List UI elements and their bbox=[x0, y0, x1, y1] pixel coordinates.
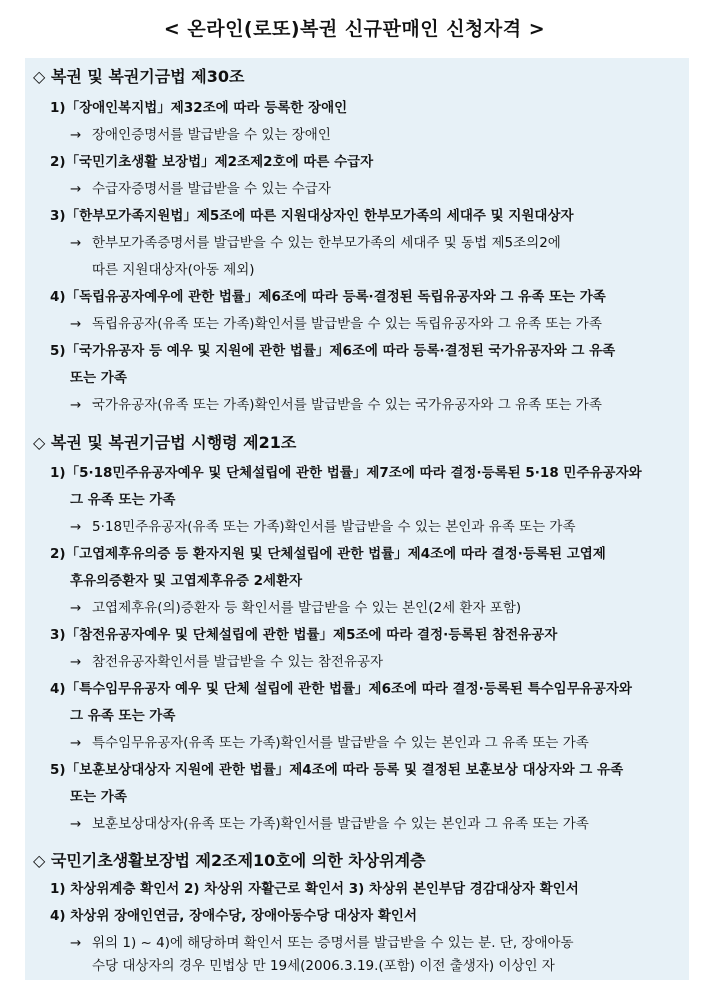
list-item-note: → 독립유공자(유족 또는 가족)확인서를 발급받을 수 있는 독립유공자와 그 유족 또는 가족 bbox=[70, 311, 682, 338]
page-title: < 온라인(로또)복권 신규판매인 신청자격 > bbox=[163, 18, 546, 40]
arrow-icon: → bbox=[70, 935, 82, 951]
list-item: 4) 차상위 장애인연금, 장애수당, 장애아동수당 대상자 확인서 bbox=[50, 908, 418, 924]
arrow-icon: → bbox=[70, 600, 82, 616]
list-item: 1)「장애인복지법」제32조에 따라 등록한 장애인 bbox=[50, 100, 348, 116]
arrow-icon: → bbox=[70, 181, 82, 197]
list-item: 4)「특수임무유공자 예우 및 단체 설립에 관한 법률」제6조에 따라 결정·등록된 특수임무유공자와 그 유족 또는 가족 bbox=[50, 681, 632, 724]
section-heading: ◇ 복권 및 복권기금법 시행령 제21조 bbox=[33, 433, 297, 452]
arrow-icon: → bbox=[70, 816, 82, 832]
list-item-note: → 5·18민주유공자(유족 또는 가족)확인서를 발급받을 수 있는 본인과 유족 또는 가족 bbox=[70, 514, 682, 541]
arrow-icon: → bbox=[70, 735, 82, 751]
list-item: 5)「보훈보상대상자 지원에 관한 법률」제4조에 따라 등록 및 결정된 보훈보상 대상자와 그 유족 또는 가족 bbox=[50, 762, 624, 805]
list-item: 3)「한부모가족지원법」제5조에 따른 지원대상자인 한부모가족의 세대주 및 지원대상자 bbox=[50, 208, 574, 224]
list-item-note: → 위의 1) ~ 4)에 해당하며 확인서 또는 증명서를 발급받을 수 있는 분. 단, 장애아동 수당 대상자의 경우 민법상 만 19세(2006.3.19.(포함) 이전 출생자) 이상인 자 bbox=[70, 930, 682, 980]
list-item: 2)「고엽제후유의증 등 환자지원 및 단체설립에 관한 법률」제4조에 따라 결정·등록된 고엽제 후유의증환자 및 고엽제후유증 2세환자 bbox=[50, 546, 606, 589]
list-item-note: → 참전유공자확인서를 발급받을 수 있는 참전유공자 bbox=[70, 649, 682, 676]
arrow-icon: → bbox=[70, 316, 82, 332]
list-item-note: → 수급자증명서를 발급받을 수 있는 수급자 bbox=[70, 176, 682, 203]
arrow-icon: → bbox=[70, 654, 82, 670]
list-item: 1)「5·18민주유공자예우 및 단체설립에 관한 법률」제7조에 따라 결정·등록된 5·18 민주유공자와 그 유족 또는 가족 bbox=[50, 465, 642, 508]
list-item-note: → 한부모가족증명서를 발급받을 수 있는 한부모가족의 세대주 및 동법 제5조의2에 따른 지원대상자(아동 제외) bbox=[70, 230, 682, 284]
list-item-note: → 장애인증명서를 발급받을 수 있는 장애인 bbox=[70, 122, 682, 149]
list-item-note: → 보훈보상대상자(유족 또는 가족)확인서를 발급받을 수 있는 본인과 그 유족 또는 가족 bbox=[70, 811, 682, 838]
list-item: 3)「참전유공자예우 및 단체설립에 관한 법률」제5조에 따라 결정·등록된 참전유공자 bbox=[50, 627, 558, 643]
arrow-icon: → bbox=[70, 519, 82, 535]
arrow-icon: → bbox=[70, 397, 82, 413]
section-heading: ◇ 복권 및 복권기금법 제30조 bbox=[33, 67, 245, 86]
list-item: 2)「국민기초생활 보장법」제2조제2호에 따른 수급자 bbox=[50, 154, 374, 170]
list-item-note: → 고엽제후유(의)증환자 등 확인서를 발급받을 수 있는 본인(2세 환자 포함) bbox=[70, 595, 682, 622]
list-item-note: → 국가유공자(유족 또는 가족)확인서를 발급받을 수 있는 국가유공자와 그 유족 또는 가족 bbox=[70, 392, 682, 419]
list-item: 4)「독립유공자예우에 관한 법률」제6조에 따라 등록·결정된 독립유공자와 그 유족 또는 가족 bbox=[50, 289, 606, 305]
list-item: 5)「국가유공자 등 예우 및 지원에 관한 법률」제6조에 따라 등록·결정된 국가유공자와 그 유족 또는 가족 bbox=[50, 343, 616, 386]
list-item-note: → 특수임무유공자(유족 또는 가족)확인서를 발급받을 수 있는 본인과 그 유족 또는 가족 bbox=[70, 730, 682, 757]
arrow-icon: → bbox=[70, 235, 82, 251]
arrow-icon: → bbox=[70, 127, 82, 143]
section-heading: ◇ 국민기초생활보장법 제2조제10호에 의한 차상위계층 bbox=[33, 851, 426, 870]
list-item: 1) 차상위계층 확인서 2) 차상위 자활근로 확인서 3) 차상위 본인부담 경감대상자 확인서 bbox=[50, 881, 579, 897]
